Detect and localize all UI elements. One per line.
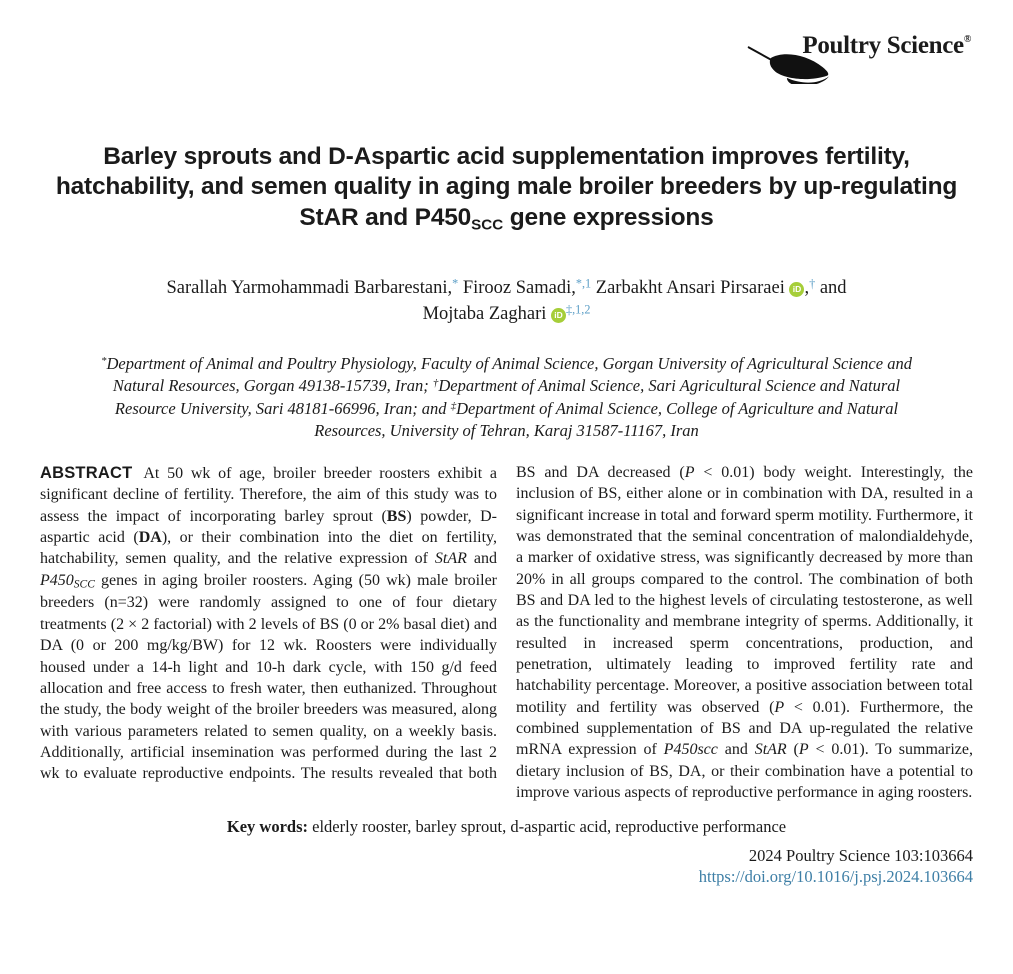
citation-line: 2024 Poultry Science 103:103664 — [748, 845, 973, 865]
keywords-text: elderly rooster, barley sprout, d-aspartic acid, reproductive performance — [308, 816, 787, 836]
orcid-icon[interactable]: iD — [551, 308, 566, 323]
keywords-line — [0, 817, 1013, 837]
author-byline — [0, 275, 1013, 328]
citation-block — [40, 845, 973, 888]
journal-name: Poultry Science® — [802, 32, 971, 59]
author-line-2: Mojtaba Zaghari iD $^{\ddagger,1,2}$ — [422, 302, 591, 325]
doi-link[interactable]: https://doi.org/10.1016/j.psj.2024.103664 — [698, 866, 973, 886]
keywords-label: Key words: — [226, 816, 309, 836]
journal-logo — [733, 26, 971, 88]
affiliations: *Department of Animal and Poultry Physiology, Faculty of Animal Science, Gorgan University of Agricultural Science and Natural Resources, Gorgan 49138-15739, Iran; †Department of Animal Science, Sari Agricultural Science and Natural Resource University, Sari 48181-66996, Iran; and ‡Department of Animal Science, College of Agriculture and Natural Resources, University of Tehran, Karaj 31587-11167, Iran — [101, 354, 912, 440]
article-title: Barley sprouts and D-Aspartic acid supplementation improves fertility, hatchability, and semen quality in aging male broiler breeders by up-regulating StAR and P450SCC gene expressions — [55, 143, 958, 233]
author-line-1: Sarallah Yarmohammadi Barbarestani,* Firooz Samadi,$^{*,1}$ Zarbakht Ansari Pirsaraei iD ,† and — [166, 276, 847, 298]
orcid-icon[interactable]: iD — [789, 282, 804, 297]
abstract — [40, 462, 973, 804]
abstract-heading: ABSTRACT — [40, 463, 133, 482]
abstract-body: At 50 wk of age, broiler breeder roosters exhibit a significant decline of fertility. Therefore, the aim of this study was to assess the impact of incorporating barley sprout (BS) powder, D-aspartic acid (DA), or their combination into the diet on fertility, hatchability, semen quality, and the relative expression of StAR and P450SCC genes in aging broiler roosters. Aging (50 wk) male broiler breeders (n=32) were randomly assigned to one of four dietary treatments (2 × 2 factorial) with 2 levels of BS (0 or 2% basal diet) and DA (0 or 200 mg/kg/BW) for 12 wk. Roosters were individually housed under a 14-h light and 10-h dark cycle, with 150 g/d feed allocation and free access to fresh water, then euthanized. Throughout the study, the body weight of the broiler breeders was measured, along with various parameters related to semen quality, on a weekly basis. Additionally, artificial insemination was performed during the last 2 wk to evaluate reproductive endpoints. The results revealed that both BS and DA decreased (P < 0.01) body weight. Interestingly, the inclusion of BS, either alone or in combination with DA, resulted in a significant increase in total and forward sperm motility. Furthermore, it was demonstrated that the seminal concentration of malondialdehyde, a marker of oxidative stress, was significantly decreased by more than 20% in all groups compared to the control. The combination of both BS and DA led to the highest levels of circulating testosterone, as well as the functionality and membrane integrity of sperms. Additionally, it resulted in increased sperm concentrations, production, and penetration, ultimately leading to improved fertility rate and hatchability percentage. Moreover, a positive association between total motility and fertility was observed (P < 0.01). Furthermore, the combined supplementation of BS and DA up-regulated the relative mRNA expression of P450scc and StAR (P < 0.01). To summarize, dietary inclusion of BS, DA, or their combination have a potential to improve various aspects of reproductive performance in aging roosters. — [40, 463, 973, 802]
abstract-paragraph — [40, 462, 973, 804]
registered-mark-icon: ® — [963, 34, 971, 45]
